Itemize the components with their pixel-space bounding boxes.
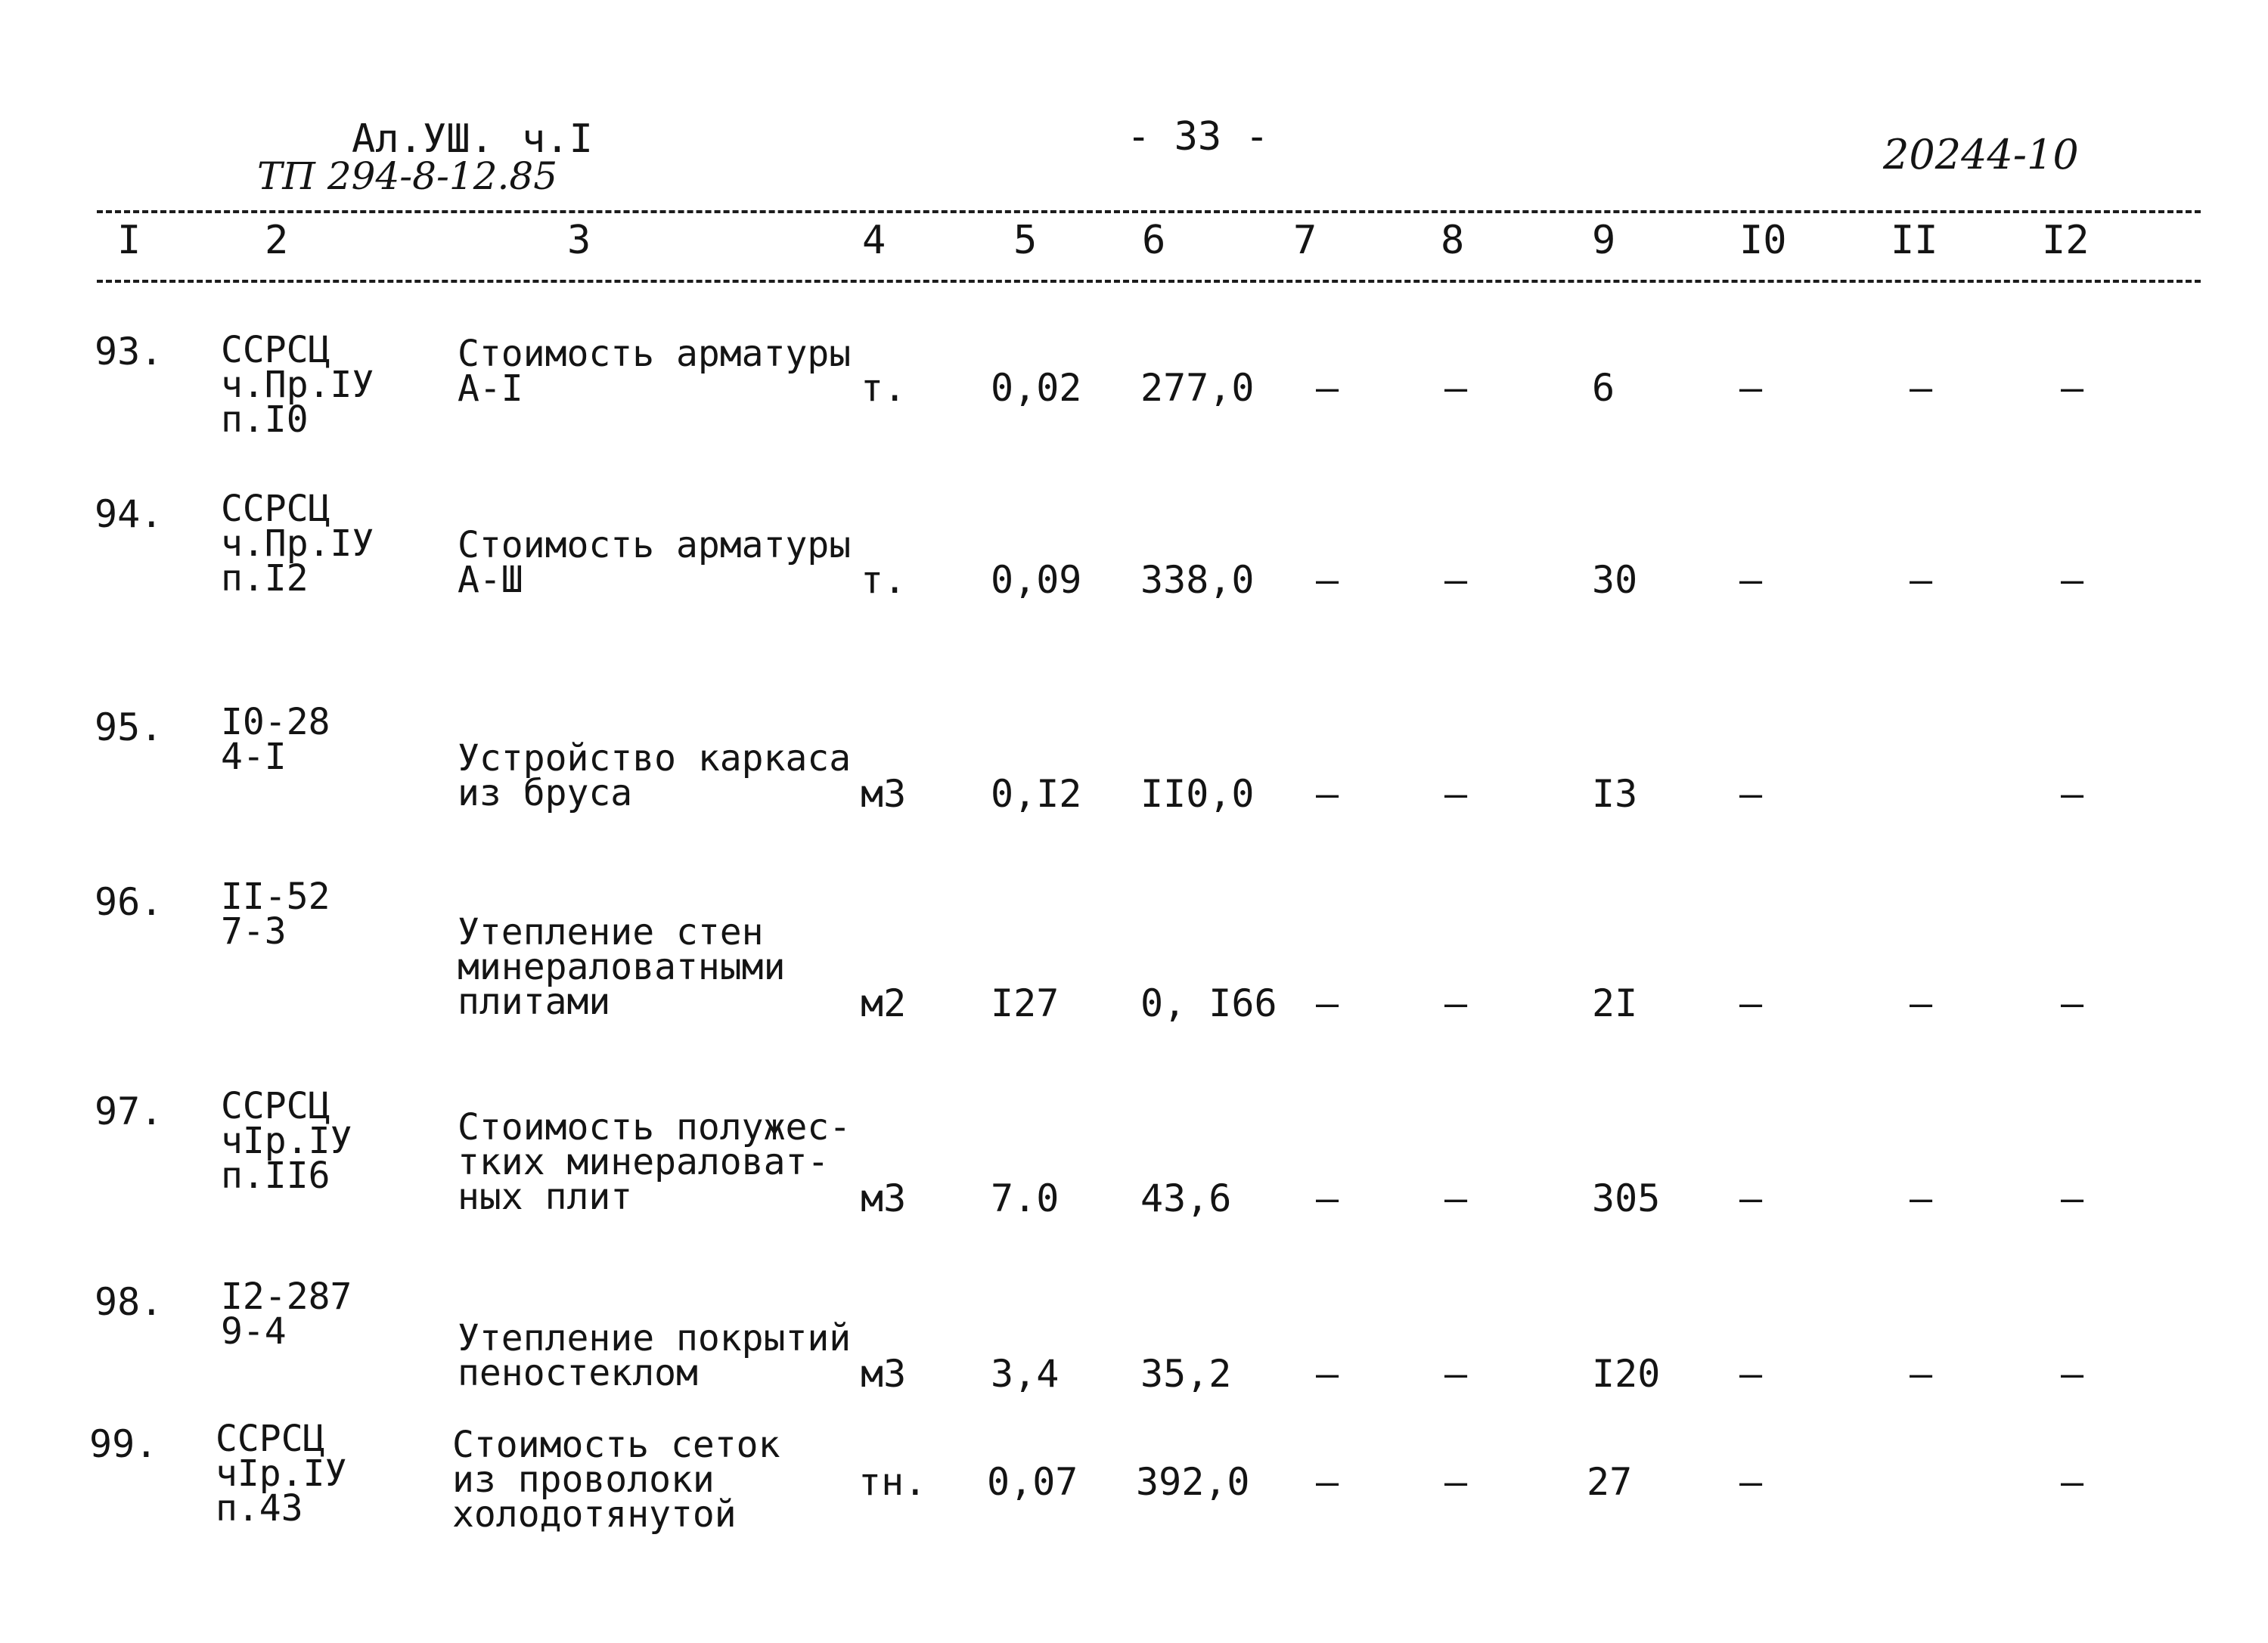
row-description: Стоимость арматуры А-I [458,333,852,410]
col-11: II [1891,218,1938,263]
row-price: 43,6 [1140,1176,1232,1220]
row-col9: 6 [1592,366,1615,410]
row-description: Утепление покрытий пеностеклом [458,1317,852,1394]
row-col7: – [1316,981,1339,1025]
col-6: 6 [1142,218,1166,263]
row-col12: – [2061,772,2084,816]
header-rule-top [97,210,2201,213]
row-quantity: 0,07 [987,1460,1078,1504]
row-col7: – [1316,1176,1339,1220]
row-col8: – [1444,366,1468,410]
row-col12: – [2061,558,2084,602]
row-number: 99. [89,1422,158,1466]
row-quantity: 0,09 [991,558,1082,602]
row-col12: – [2061,1352,2084,1396]
row-unit: м3 [861,1352,907,1396]
row-reference: II-52 7-3 [221,876,330,953]
row-col11: – [1910,981,1933,1025]
row-col10: – [1739,981,1763,1025]
row-description: Стоимость арматуры А-Ш [458,524,852,601]
page-number: - 33 - [1127,114,1269,160]
row-unit: т. [861,366,907,410]
col-8: 8 [1441,218,1465,263]
row-col9: 305 [1592,1176,1661,1220]
row-quantity: I27 [991,981,1060,1025]
col-12: I2 [2042,218,2090,263]
row-col11: – [1910,1176,1933,1220]
row-col9: I3 [1592,772,1638,816]
row-col10: – [1739,772,1763,816]
col-2: 2 [265,218,289,263]
row-col9: 2I [1592,981,1638,1025]
row-col7: – [1316,772,1339,816]
row-col7: – [1316,366,1339,410]
row-col7: – [1316,1352,1339,1396]
row-col10: – [1739,1176,1763,1220]
row-col8: – [1444,1460,1468,1504]
row-quantity: 3,4 [991,1352,1060,1396]
row-number: 96. [95,880,163,924]
row-col8: – [1444,1176,1468,1220]
row-number: 94. [95,492,163,536]
doc-number: 20244-10 [1883,131,2079,178]
row-price: 277,0 [1140,366,1255,410]
row-unit: м3 [861,772,907,816]
row-price: 338,0 [1140,558,1255,602]
album-label: Ал.УШ. [352,116,494,162]
row-number: 97. [95,1090,163,1133]
row-col9: I20 [1592,1352,1661,1396]
project-code: ТП 294-8-12.85 [257,154,558,198]
col-5: 5 [1013,218,1038,263]
row-quantity: 0,I2 [991,772,1082,816]
row-description: Стоимость полужес- тких минераловат- ных плит [458,1106,852,1218]
row-col10: – [1739,1460,1763,1504]
row-reference: ССРСЦ чIр.IУ п.II6 [221,1085,352,1197]
row-col12: – [2061,1176,2084,1220]
row-col9: 30 [1592,558,1638,602]
row-col11: – [1910,366,1933,410]
row-number: 98. [95,1280,163,1324]
row-col12: – [2061,1460,2084,1504]
row-reference: ССРСЦ ч.Пр.IУ п.I0 [221,329,374,441]
col-3: 3 [567,218,591,263]
row-unit: м2 [861,981,907,1025]
header-rule-bottom [97,280,2201,283]
col-9: 9 [1592,218,1616,263]
row-reference: I0-28 4-I [221,701,330,778]
col-4: 4 [862,218,886,263]
row-description: Стоимость сеток из проволоки холодотянутой [452,1424,780,1536]
row-reference: ССРСЦ ч.Пр.IУ п.I2 [221,488,374,600]
row-number: 95. [95,705,163,749]
row-col12: – [2061,366,2084,410]
row-reference: ССРСЦ чIр.IУ п.43 [216,1418,347,1530]
row-col7: – [1316,1460,1339,1504]
row-col8: – [1444,981,1468,1025]
part-label: ч.I [522,116,593,162]
row-quantity: 7.0 [991,1176,1060,1220]
row-quantity: 0,02 [991,366,1082,410]
row-col11: – [1910,1352,1933,1396]
row-price: 0, I66 [1140,981,1277,1025]
row-description: Утепление стен минераловатными плитами [458,911,786,1023]
row-col12: – [2061,981,2084,1025]
row-price: 35,2 [1140,1352,1232,1396]
row-col8: – [1444,1352,1468,1396]
row-unit: м3 [861,1176,907,1220]
row-col8: – [1444,558,1468,602]
row-col10: – [1739,558,1763,602]
row-unit: т. [861,558,907,602]
row-description: Устройство каркаса из бруса [458,737,852,814]
col-10: I0 [1739,218,1787,263]
row-col10: – [1739,366,1763,410]
row-price: 392,0 [1136,1460,1250,1504]
col-1: I [117,218,141,263]
row-col10: – [1739,1352,1763,1396]
row-col8: – [1444,772,1468,816]
row-col9: 27 [1587,1460,1633,1504]
col-7: 7 [1293,218,1317,263]
row-unit: тн. [858,1460,927,1504]
row-reference: I2-287 9-4 [221,1276,352,1353]
row-col11: – [1910,558,1933,602]
row-col7: – [1316,558,1339,602]
row-number: 93. [95,330,163,374]
row-price: II0,0 [1140,772,1255,816]
